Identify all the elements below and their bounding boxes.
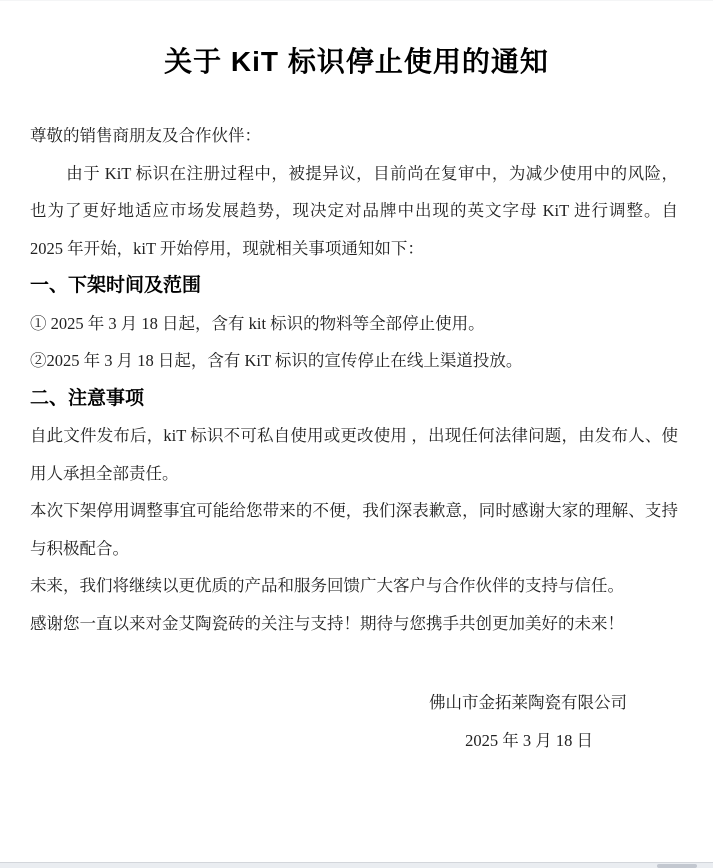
signature-block xyxy=(30,684,678,759)
section-two-paragraph-3: 未来，我们将继续以更优质的产品和服务回馈广大客户与合作伙伴的支持与信任。 xyxy=(30,576,624,595)
greeting-line: 尊敬的销售商朋友及合作伙伴： xyxy=(30,126,261,145)
section-one-item-1: ① 2025 年 3 月 18 日起，含有 kit 标识的物料等全部停止使用。 xyxy=(30,313,485,333)
signature-company: 佛山市金拓莱陶瓷有限公司 xyxy=(429,693,627,712)
notice-body xyxy=(0,117,713,759)
intro-paragraph: 由于 KiT 标识在注册过程中，被提异议，目前尚在复审中，为减少使用中的风险，也为了更好地适应市场发展趋势，现决定对品牌中出现的英文字母 KiT 进行调整。自 2025 年开始，kiT 开始停用，现就相关事项通知如下： xyxy=(30,163,678,258)
notice-title: 关于 KiT 标识停止使用的通知 xyxy=(164,46,549,77)
section-one-heading: 一、下架时间及范围 xyxy=(30,275,202,296)
horizontal-scrollbar[interactable] xyxy=(0,862,713,868)
section-two-paragraph-1: 自此文件发布后，kiT 标识不可私自使用或更改使用 ，出现任何法律问题，由发布人、使用人承担全部责任。 xyxy=(30,426,678,483)
section-two-paragraph-2: 本次下架停用调整事宜可能给您带来的不便，我们深表歉意，同时感谢大家的理解、支持与积极配合。 xyxy=(30,501,678,558)
section-two-heading: 二、注意事项 xyxy=(30,387,145,409)
section-two-paragraph-4: 感谢您一直以来对金艾陶瓷砖的关注与支持！期待与您携手共创更加美好的未来！ xyxy=(30,613,624,633)
section-one-item-2: ②2025 年 3 月 18 日起，含有 KiT 标识的宣传停止在线上渠道投放。 xyxy=(30,351,523,370)
scrollbar-thumb[interactable] xyxy=(657,864,697,868)
signature-date: 2025 年 3 月 18 日 xyxy=(465,730,593,750)
